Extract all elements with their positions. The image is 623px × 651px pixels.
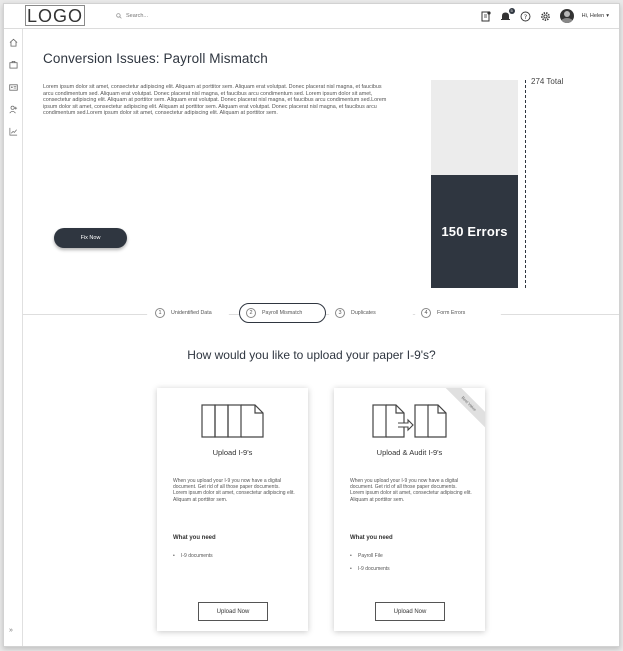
- documents-icon: [157, 404, 308, 438]
- list-item: • I-9 documents: [173, 550, 213, 563]
- step-duplicates[interactable]: [329, 303, 413, 323]
- user-menu[interactable]: [582, 13, 609, 19]
- card-title: Upload & Audit I-9's: [376, 448, 443, 457]
- total-count: 274 Total: [531, 77, 564, 86]
- notification-badge: 5: [510, 8, 513, 13]
- fix-now-button[interactable]: Fix Now: [54, 228, 127, 248]
- card-description: When you upload your I-9 you now have a digital document. Get rid of all those paper documents. Lorem ipsum dolor sit amet, consectetur adipiscing elit. Aliquam at porttitor sem.: [350, 478, 472, 503]
- requirements-list: [173, 550, 213, 563]
- best-value-ribbon: Best Value: [440, 388, 485, 433]
- document-icon[interactable]: [480, 10, 492, 22]
- gear-icon[interactable]: [540, 10, 552, 22]
- page-title: Conversion Issues: Payroll Mismatch: [43, 51, 268, 66]
- chart-icon[interactable]: [8, 126, 18, 136]
- step-unidentified-data[interactable]: [147, 303, 229, 323]
- step-number: 3: [335, 308, 345, 318]
- requirements-title: What you need: [173, 535, 216, 541]
- home-icon[interactable]: [8, 37, 18, 47]
- step-number: 4: [421, 308, 431, 318]
- total-marker-line: [525, 80, 526, 288]
- search-input[interactable]: [126, 13, 206, 19]
- step-number: 1: [155, 308, 165, 318]
- bell-icon[interactable]: [500, 10, 512, 22]
- step-label: Payroll Mismatch: [262, 310, 303, 316]
- document-transfer-icon: [334, 404, 485, 438]
- step-payroll-mismatch[interactable]: [239, 303, 326, 323]
- issue-description: Lorem ipsum dolor sit amet, consectetur adipiscing elit. Aliquam at porttitor sem. Aliquam erat volutpat. Donec placerat nisl magna, et faucibus arcu condimentum sed. Aliquam erat volutpat. Donec placerat nisl magna, et faucibus arcu condimentum sed. Lorem ipsum dolor sit amet, consectetur adipiscing elit. Aliquam at porttitor sem. Aliquam erat volutpat. Donec placerat nisl magna, et faucibus arcu condimentum sed.Lorem ipsum dolor sit amet, consectetur adipiscing elit. Aliquam at porttitor sem. Aliquam erat volutpat. Donec placerat nisl magna, et faucibus arcu condimentum sed.Lorem ipsum dolor sit amet, consectetur adipiscing elit. Aliquam at porttitor sem.: [43, 84, 387, 117]
- errors-count: 150 Errors: [441, 224, 508, 239]
- top-bar: [4, 4, 619, 29]
- requirements-title: What you need: [350, 535, 393, 541]
- step-label: Unidentified Data: [171, 310, 212, 316]
- requirements-list: [350, 550, 390, 575]
- search-box[interactable]: [116, 10, 206, 22]
- upload-now-button[interactable]: Upload Now: [198, 602, 268, 621]
- upload-question: How would you like to upload your paper I-9's?: [187, 348, 436, 362]
- briefcase-icon[interactable]: [8, 59, 18, 69]
- avatar[interactable]: [560, 9, 574, 23]
- search-icon: [116, 13, 122, 19]
- upload-audit-card: [334, 388, 485, 631]
- card-title: Upload I-9's: [212, 448, 253, 457]
- step-number: 2: [246, 308, 256, 318]
- list-item: • Payroll File: [350, 550, 390, 563]
- help-icon[interactable]: [520, 10, 532, 22]
- chevron-down-icon: ▾: [606, 13, 609, 19]
- logo[interactable]: LOGO: [26, 6, 83, 26]
- step-label: Form Errors: [437, 310, 466, 316]
- expand-sidebar-icon[interactable]: »: [9, 627, 13, 634]
- sidebar: [4, 29, 23, 646]
- upload-now-button[interactable]: Upload Now: [375, 602, 445, 621]
- errors-bar-fill: [431, 175, 518, 288]
- upload-card: [157, 388, 308, 631]
- app-window: [3, 3, 620, 647]
- step-form-errors[interactable]: [415, 303, 501, 323]
- list-item: • I-9 documents: [350, 563, 390, 576]
- add-user-icon[interactable]: [8, 104, 18, 114]
- errors-bar: [431, 80, 518, 288]
- top-icons: [480, 7, 609, 25]
- id-card-icon[interactable]: [8, 82, 18, 92]
- step-label: Duplicates: [351, 310, 376, 316]
- svg-text:?: ?: [523, 12, 528, 21]
- user-greeting: Hi, Helen: [581, 13, 605, 19]
- card-description: When you upload your I-9 you now have a digital document. Get rid of all those paper documents. Lorem ipsum dolor sit amet, consectetur adipiscing elit. Aliquam at porttitor sem.: [173, 478, 295, 503]
